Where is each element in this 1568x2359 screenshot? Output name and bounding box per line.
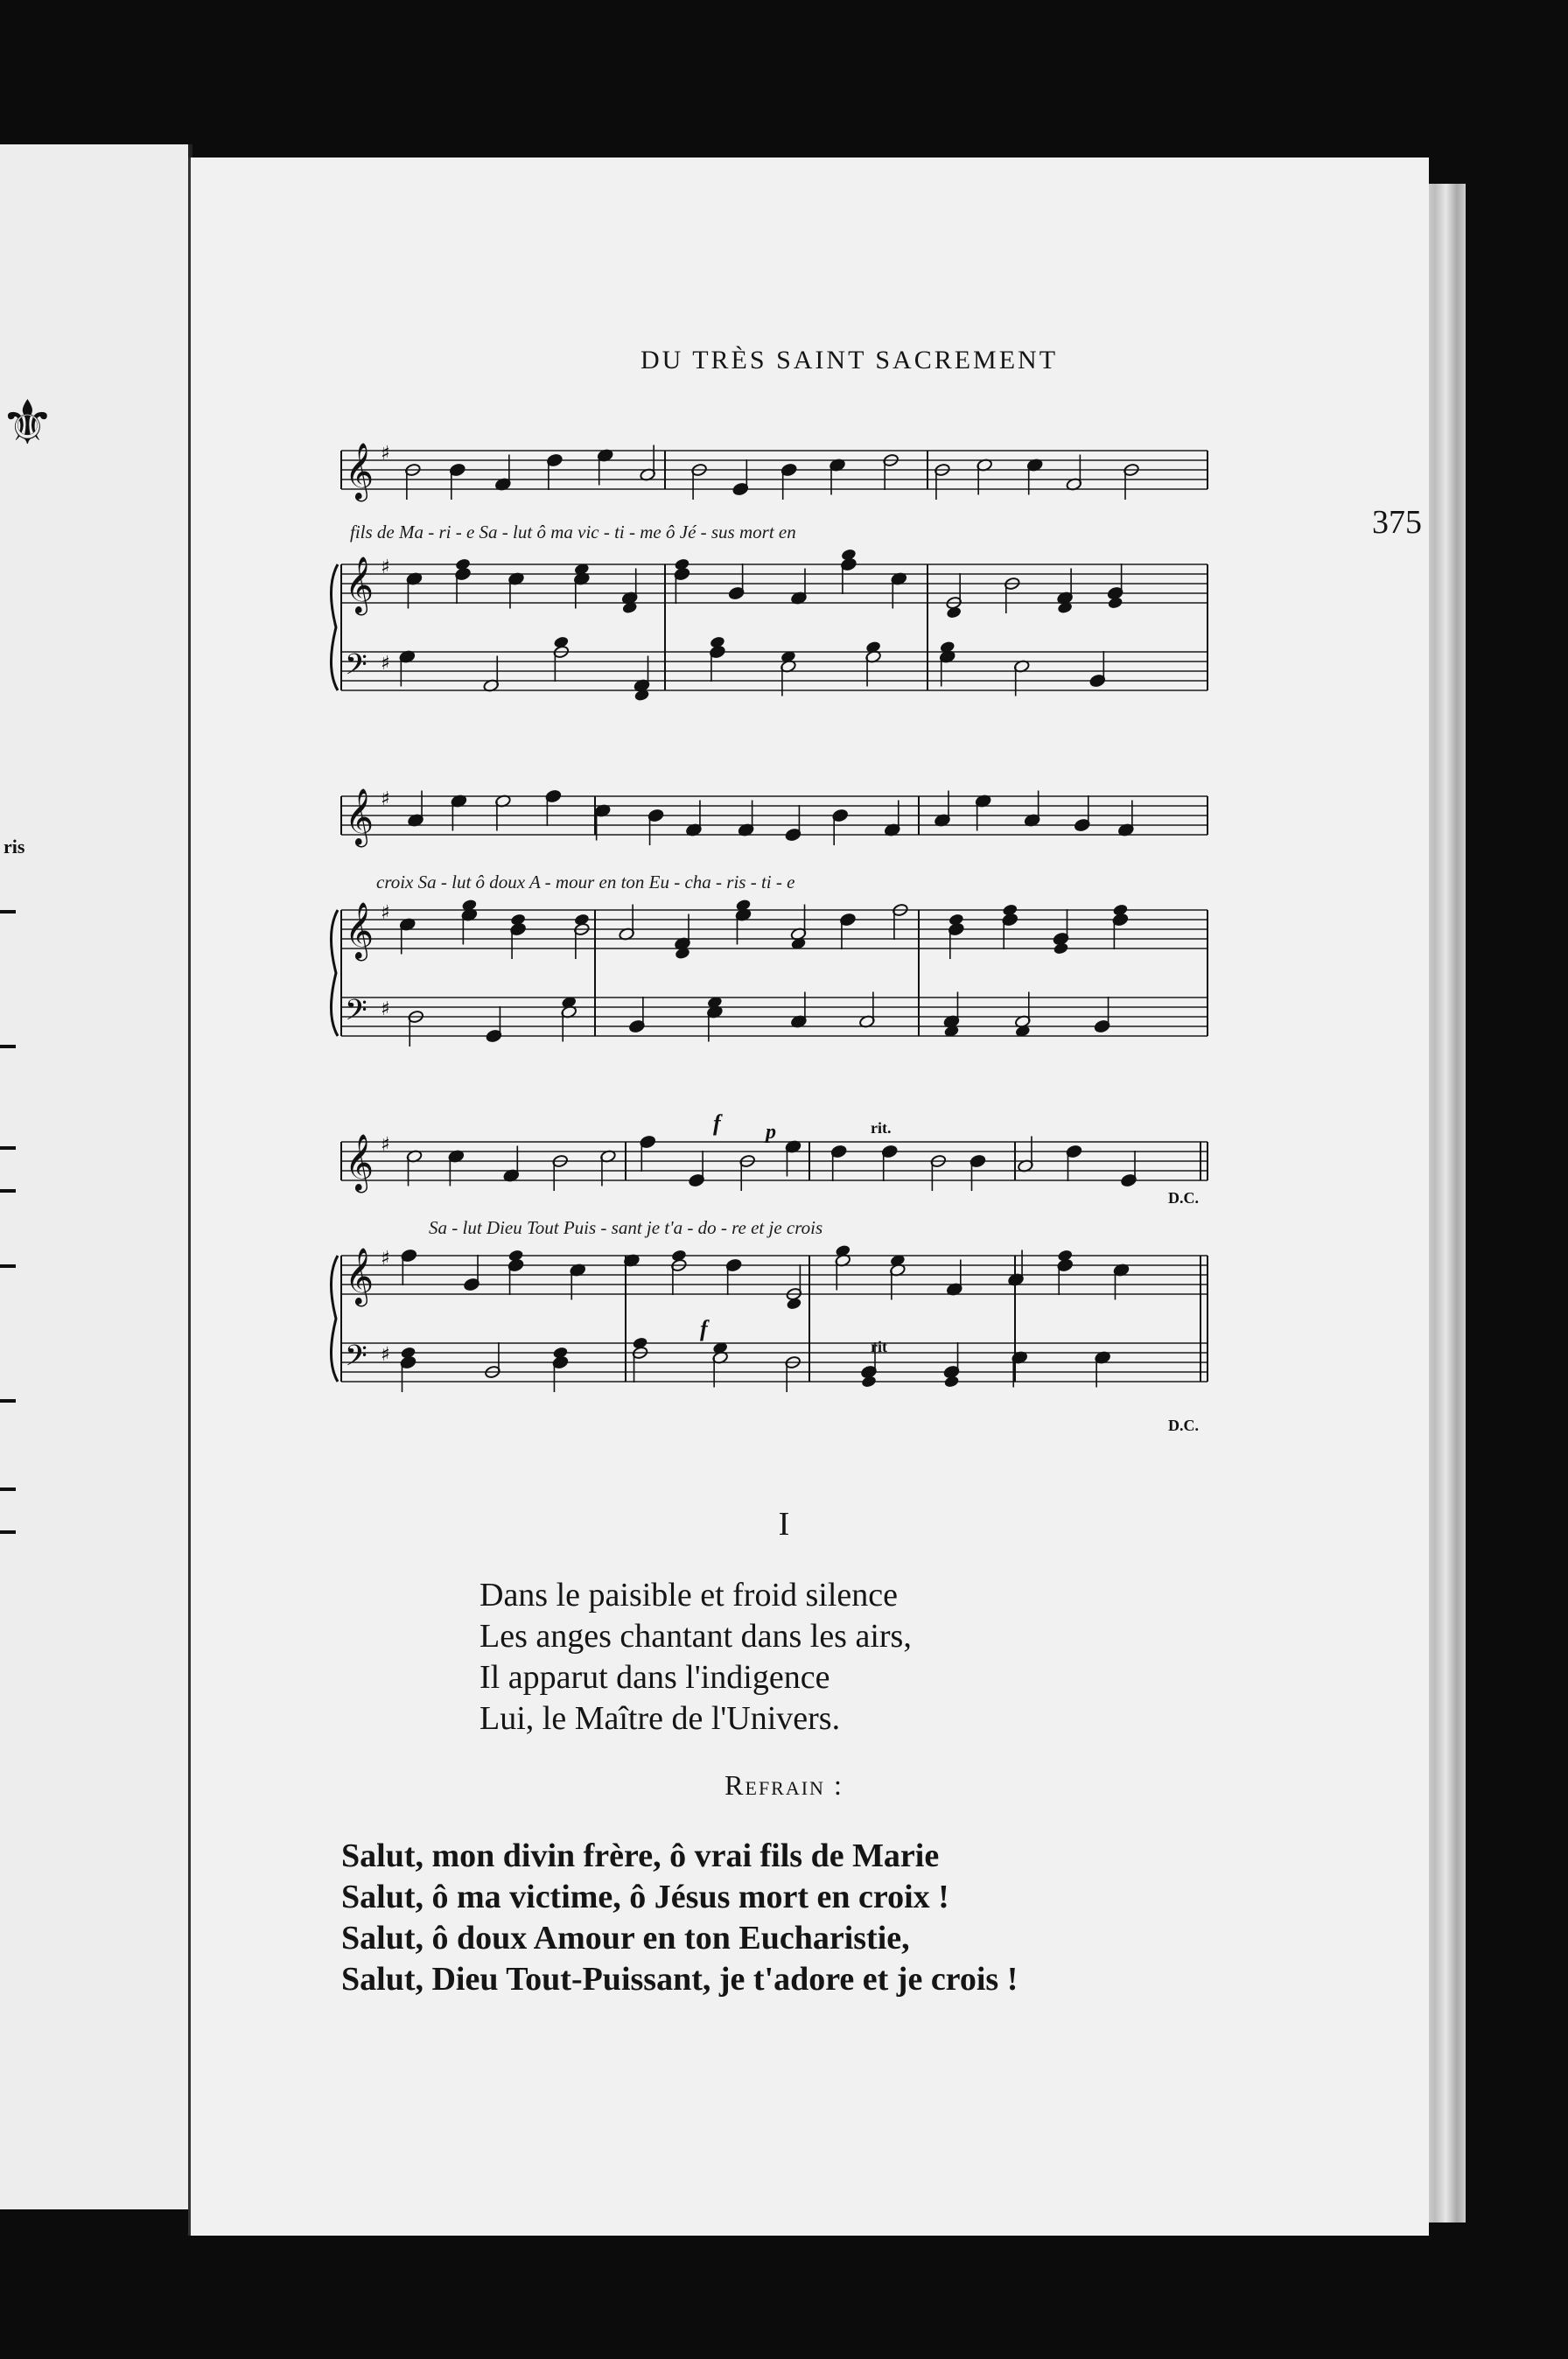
stanza-line: Les anges chantant dans les airs, — [480, 1618, 912, 1655]
treble-clef-icon: 𝄞 — [345, 556, 374, 613]
refrain-line: Salut, Dieu Tout-Puissant, je t'adore et je crois ! — [341, 1961, 1018, 1998]
piano-brace — [331, 564, 338, 690]
stanza — [480, 1575, 912, 1740]
lyrics-line: fils de Ma - ri - e Sa - lut ô ma vic - ti - me ô Jé - sus mort en — [350, 522, 796, 542]
treble-clef-icon: 𝄞 — [345, 788, 374, 845]
da-capo-marking: D.C. — [1168, 1189, 1199, 1207]
ritardando-marking: rit. — [871, 1119, 892, 1137]
left-page — [0, 144, 192, 2209]
key-signature-sharp: ♯ — [381, 1344, 390, 1366]
fleur-de-lis-icon: ⚜ — [0, 390, 55, 458]
left-page-staff — [0, 1264, 16, 1403]
key-signature-sharp: ♯ — [381, 556, 390, 578]
piano-brace — [331, 1256, 338, 1382]
key-signature-sharp: ♯ — [381, 998, 390, 1020]
stanza-line: Il apparut dans l'indigence — [480, 1659, 830, 1696]
score-svg — [324, 433, 1216, 1448]
bass-clef-icon: 𝄢 — [345, 1340, 368, 1380]
key-signature-sharp: ♯ — [381, 1134, 390, 1156]
bass-clef-icon: 𝄢 — [345, 648, 368, 689]
stanza-number: I — [778, 1506, 790, 1543]
piano-marking: p — [766, 1121, 776, 1144]
ritardando-marking: rit — [871, 1338, 887, 1355]
bass-clef-icon: 𝄢 — [345, 994, 368, 1034]
da-capo-marking: D.C. — [1168, 1417, 1199, 1434]
treble-clef-icon: 𝄞 — [345, 1134, 374, 1191]
key-signature-sharp: ♯ — [381, 443, 390, 465]
running-head: DU TRÈS SAINT SACREMENT — [640, 346, 1059, 374]
treble-clef-icon: 𝄞 — [345, 902, 374, 959]
refrain — [341, 1836, 1018, 2000]
left-page-text-fragment: ris — [4, 836, 25, 858]
key-signature-sharp: ♯ — [381, 1248, 390, 1270]
refrain-line: Salut, ô doux Amour en ton Eucharistie, — [341, 1920, 910, 1956]
left-page-staff — [0, 1146, 16, 1193]
music-score — [324, 433, 1216, 1448]
stanza-line: Dans le paisible et froid silence — [480, 1577, 899, 1614]
key-signature-sharp: ♯ — [381, 653, 390, 675]
treble-clef-icon: 𝄞 — [345, 443, 374, 500]
stanza-line: Lui, le Maître de l'Univers. — [480, 1700, 841, 1737]
forte-marking: f — [700, 1316, 708, 1341]
refrain-line: Salut, ô ma victime, ô Jésus mort en croix ! — [341, 1879, 949, 1915]
key-signature-sharp: ♯ — [381, 788, 390, 810]
page-number: 375 — [1372, 504, 1422, 541]
refrain-line: Salut, mon divin frère, ô vrai fils de Marie — [341, 1838, 940, 1874]
lyrics-line: Sa - lut Dieu Tout Puis - sant je t'a - do - re et je crois — [429, 1217, 823, 1238]
refrain-heading: Refrain : — [724, 1769, 844, 1801]
lyrics-line: croix Sa - lut ô doux A - mour en ton Eu - cha - ris - ti - e — [376, 872, 795, 892]
key-signature-sharp: ♯ — [381, 902, 390, 924]
piano-brace — [331, 910, 338, 1036]
treble-clef-icon: 𝄞 — [345, 1248, 374, 1305]
left-page-staff — [0, 910, 16, 1048]
forte-marking: f — [713, 1110, 721, 1136]
